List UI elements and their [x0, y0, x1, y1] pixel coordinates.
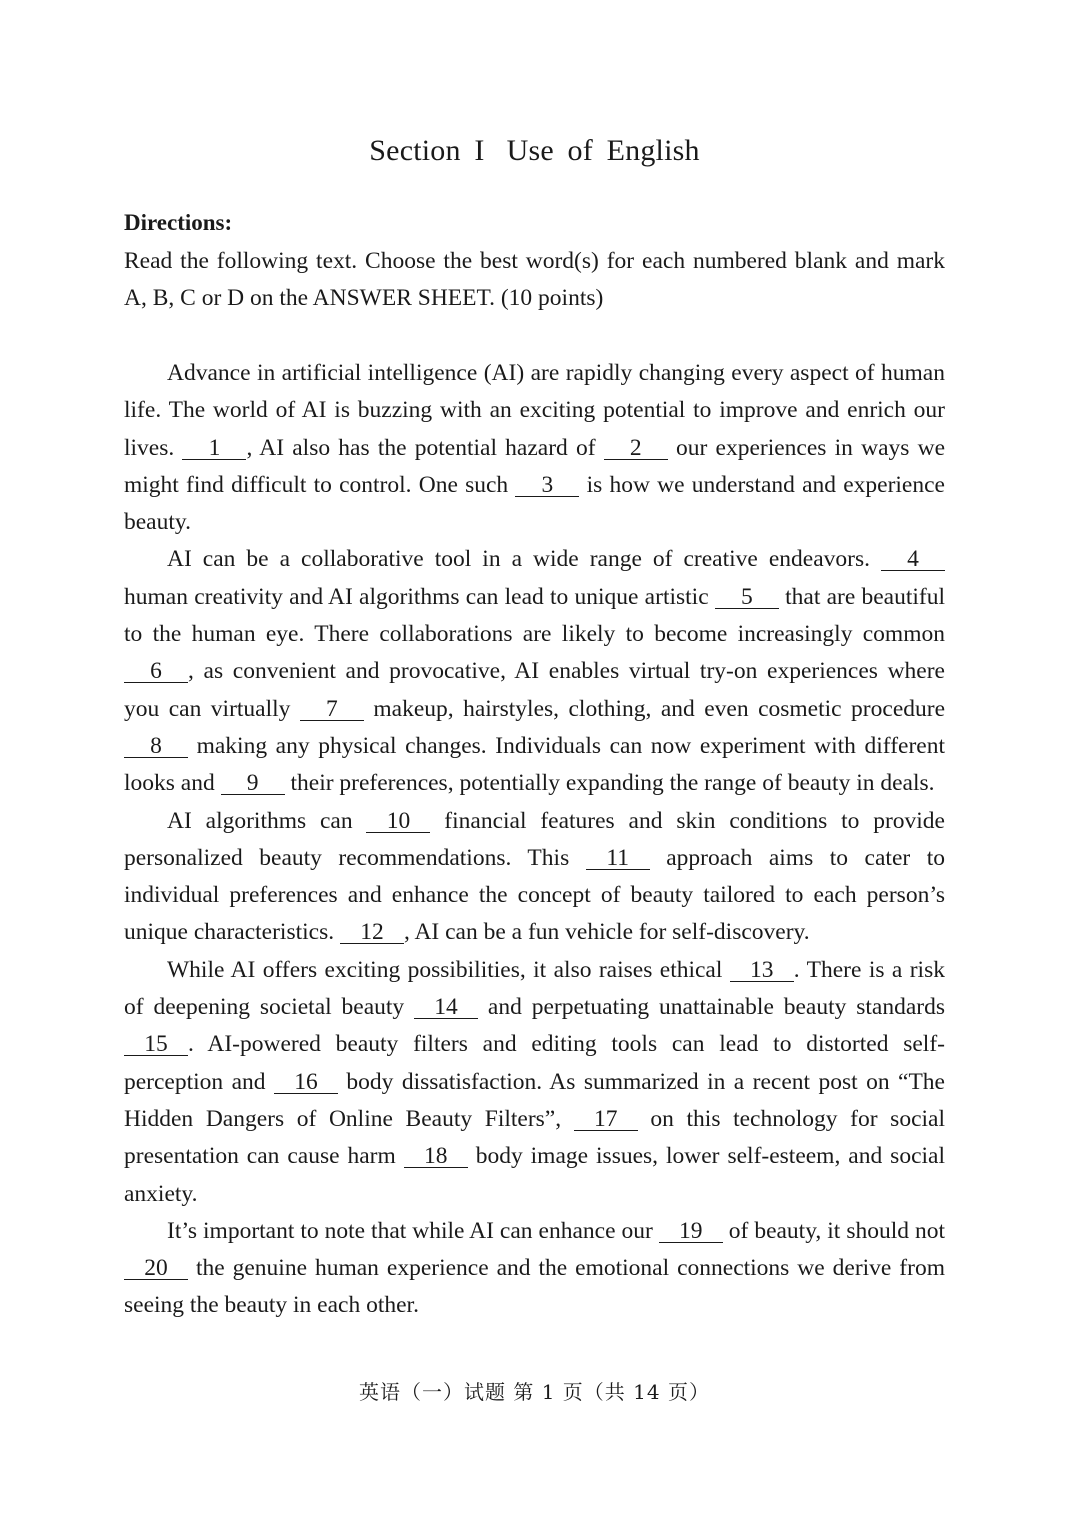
paragraph-2: AI can be a collaborative tool in a wide range of creative endeavors. 4 human creativity and AI algorithms can lead to unique artistic 5 that are beautiful to the human eye. There collaborations are likely to become increasingly common 6 , as convenient and provocative, AI enables virtual try-on experiences where you can virtually 7 makeup, hairstyles, clothing, and even cosmetic procedure 8 making any physical changes. Individuals can now experiment with different looks and 9 their preferences, potentially expanding the range of beauty in deals. [124, 546, 946, 797]
blank-9: 9 [221, 772, 285, 795]
directions-label: Directions: [124, 210, 233, 235]
section-number: Section I [369, 134, 485, 167]
blank-5: 5 [715, 586, 779, 609]
paragraph-3: AI algorithms can 10 financial features and skin conditions to provide personalized beauty recommendations. This 11 approach aims to cater to individual preferences and enhance the concept of beauty tailored to each person’s unique characteristics. 12 , AI can be a fun vehicle for self-discovery. [124, 807, 945, 946]
paragraph-4: While AI offers exciting possibilities, it also raises ethical 13 . There is a risk of deepening societal beauty 14 and perpetuating unattainable beauty standards 15 . AI-powered beauty filters and editing tools can lead to distorted self-perception and 16 body dissatisfaction. As summarized in a recent post on “The Hidden Dangers of Online Beauty Filters”, 17 on this technology for social presentation can cause harm 18 body image issues, lower self-esteem, and social anxiety. [124, 956, 946, 1207]
section-title [124, 134, 945, 168]
blank-11: 11 [586, 847, 650, 870]
blank-16: 16 [274, 1071, 338, 1094]
section-name: Use of English [506, 134, 700, 167]
blank-10: 10 [366, 810, 430, 833]
blank-15: 15 [124, 1033, 188, 1056]
blank-7: 7 [300, 698, 364, 721]
blank-19: 19 [659, 1220, 723, 1243]
blank-4: 4 [881, 548, 945, 571]
blank-20: 20 [124, 1257, 188, 1280]
paragraph-1: Advance in artificial intelligence (AI) are rapidly changing every aspect of human life. The world of AI is buzzing with an exciting potential to improve and enrich our lives. 1 , AI also has the potential hazard of 2 our experiences in ways we might find difficult to control. One such 3 is how we understand and experience beauty. [124, 360, 945, 536]
blank-8: 8 [124, 735, 188, 758]
blank-3: 3 [515, 474, 579, 497]
blank-17: 17 [574, 1108, 638, 1131]
directions-text: Read the following text. Choose the best word(s) for each numbered blank and mark A, B, C or D on the ANSWER SHEET. (10 points) [124, 248, 945, 312]
blank-18: 18 [404, 1145, 468, 1168]
blank-12: 12 [340, 921, 404, 944]
blank-14: 14 [414, 996, 478, 1019]
page-footer: 英语（一）试题 第 1 页（共 14 页） [359, 1380, 710, 1404]
paragraph-5: It’s important to note that while AI can enhance our 19 of beauty, it should not 20 the genuine human experience and the emotional connections we derive from seeing the beauty in each other. [124, 1217, 945, 1319]
blank-13: 13 [730, 959, 794, 982]
blank-2: 2 [604, 437, 668, 460]
blank-6: 6 [124, 660, 188, 683]
blank-1: 1 [182, 437, 246, 460]
cloze-passage [124, 355, 945, 1325]
